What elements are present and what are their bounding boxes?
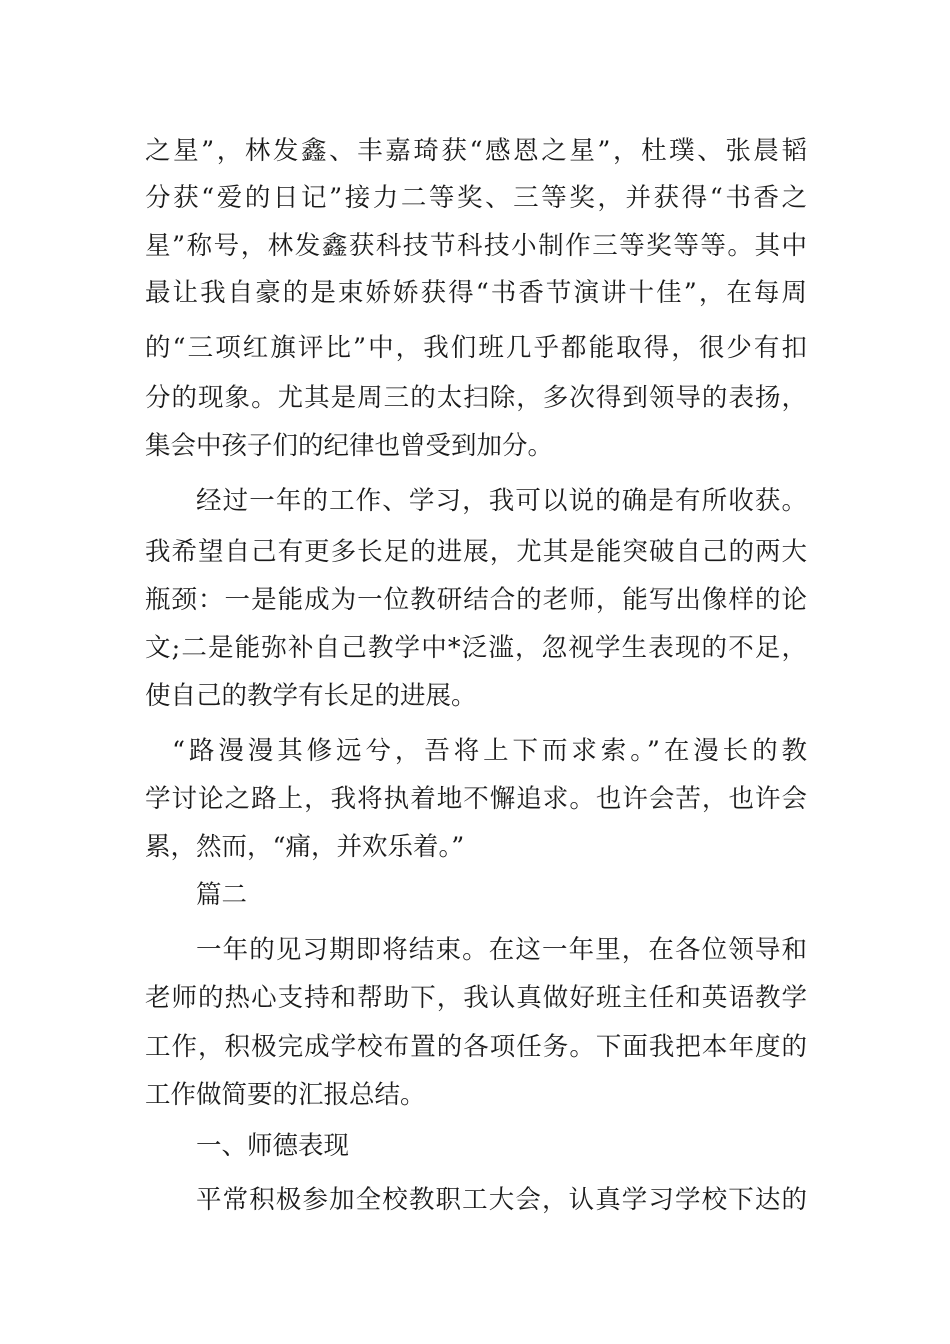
- text-line: 工作做简要的汇报总结。: [145, 1080, 426, 1110]
- section-heading: 篇二: [196, 880, 248, 910]
- text-line: 工作，积极完成学校布置的各项任务。下面我把本年度的: [145, 1032, 807, 1062]
- text-line: 集会中孩子们的纪律也曾受到加分。: [145, 431, 554, 461]
- text-line: 分获“爱的日记”接力二等奖、三等奖，并获得“书香之: [145, 183, 807, 213]
- text-line: 分的现象。尤其是周三的太扫除，多次得到领导的表扬，: [145, 383, 807, 413]
- text-line: 最让我自豪的是束娇娇获得“书香节演讲十佳”，在每周: [145, 278, 807, 308]
- text-line: 平常积极参加全校教职工大会，认真学习学校下达的: [196, 1185, 807, 1215]
- text-line: 我希望自己有更多长足的进展，尤其是能突破自己的两大: [145, 537, 807, 567]
- text-line: 老师的热心支持和帮助下，我认真做好班主任和英语教学: [145, 983, 807, 1013]
- text-line: 使自己的教学有长足的进展。: [145, 681, 477, 711]
- text-line: 学讨论之路上，我将执着地不懈追求。也许会苦，也许会: [145, 784, 807, 814]
- text-line: 一年的见习期即将结束。在这一年里，在各位领导和: [196, 935, 807, 965]
- text-line: 经过一年的工作、学习，我可以说的确是有所收获。: [196, 486, 807, 516]
- text-line: 的“三项红旗评比”中，我们班几乎都能取得，很少有扣: [145, 333, 807, 363]
- text-line: 累，然而，“痛，并欢乐着。”: [145, 832, 465, 862]
- text-line: 文;二是能弥补自己教学中*泛滥，忽视学生表现的不足，: [145, 633, 807, 663]
- text-line: 之星”，林发鑫、丰嘉琦获“感恩之星”，杜璞、张晨韬: [145, 136, 807, 166]
- text-line: 瓶颈：一是能成为一位教研结合的老师，能写出像样的论: [145, 585, 807, 615]
- subsection-heading: 一、师德表现: [196, 1131, 350, 1161]
- text-line: “路漫漫其修远兮，吾将上下而求索。”在漫长的教: [172, 736, 807, 766]
- text-line: 星”称号，林发鑫获科技节科技小制作三等奖等等。其中: [145, 231, 807, 261]
